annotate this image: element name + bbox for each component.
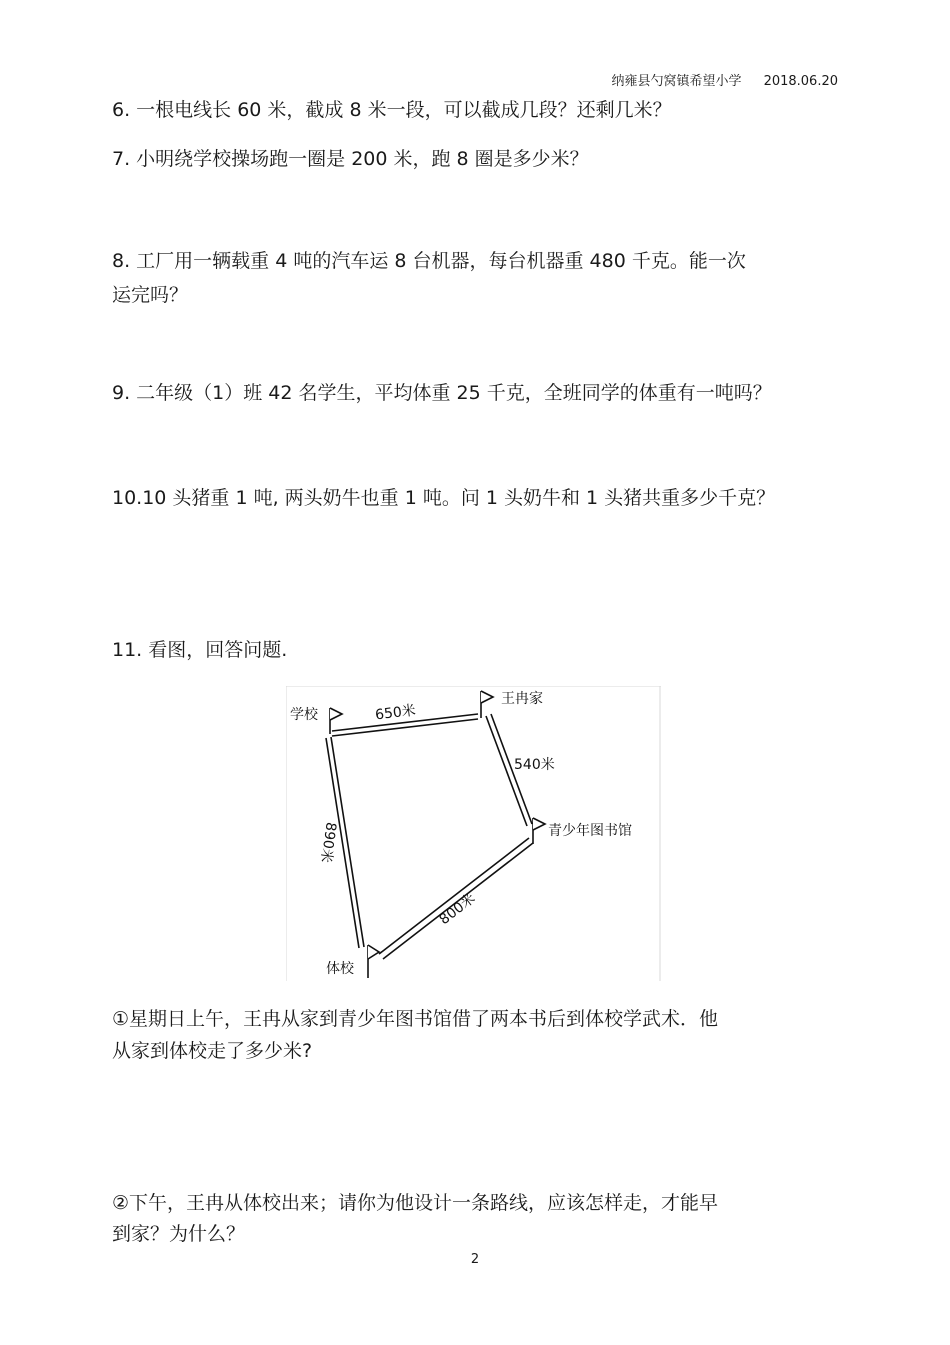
subquestion-1-line-2: 从家到体校走了多少米? <box>112 1040 313 1062</box>
question-8-line-1: 8. 工厂用一辆载重 4 吨的汽车运 8 台机器，每台机器重 480 千克。能一次 <box>112 250 746 272</box>
label-school: 学校 <box>290 707 318 723</box>
subquestion-1-line-1: ①星期日上午，王冉从家到青少年图书馆借了两本书后到体校学武术．他 <box>112 1008 719 1030</box>
label-library: 青少年图书馆 <box>548 823 632 839</box>
school-name: 纳雍县勺窝镇希望小学 <box>611 74 742 89</box>
question-11: 11. 看图，回答问题. <box>112 639 288 661</box>
distance-school-home: 650米 <box>374 702 417 724</box>
question-6: 6. 一根电线长 60 米，截成 8 米一段，可以截成几段？还剩几米？ <box>112 99 672 121</box>
route-map <box>286 686 661 981</box>
question-10: 10.10 头猪重 1 吨, 两头奶牛也重 1 吨。问 1 头奶牛和 1 头猪共重多少千克？ <box>112 487 776 509</box>
distance-home-library: 540米 <box>514 757 555 773</box>
subquestion-2-line-2: 到家？为什么？ <box>112 1223 246 1245</box>
sports-school-flag-icon <box>368 945 379 978</box>
page-number: 2 <box>470 1252 480 1267</box>
question-8-line-2: 运完吗？ <box>112 284 189 306</box>
label-sports-school: 体校 <box>326 961 354 977</box>
page-header <box>612 70 838 89</box>
distance-school-sports: 890米 <box>317 821 339 864</box>
distance-library-sports: 800米 <box>436 890 479 929</box>
subquestion-2-line-1: ②下午，王冉从体校出来；请你为他设计一条路线，应该怎样走，才能早 <box>112 1192 719 1214</box>
route-map-figure <box>286 686 661 981</box>
question-7: 7. 小明绕学校操场跑一圈是 200 米，跑 8 圈是多少米？ <box>112 148 589 170</box>
library-flag-icon <box>533 818 545 844</box>
road-library-sports-school <box>379 838 533 959</box>
question-9: 9. 二年级（1）班 42 名学生，平均体重 25 千克，全班同学的体重有一吨吗？ <box>112 382 772 404</box>
header-date: 2018.06.20 <box>763 74 838 89</box>
label-home: 王冉家 <box>501 691 543 707</box>
